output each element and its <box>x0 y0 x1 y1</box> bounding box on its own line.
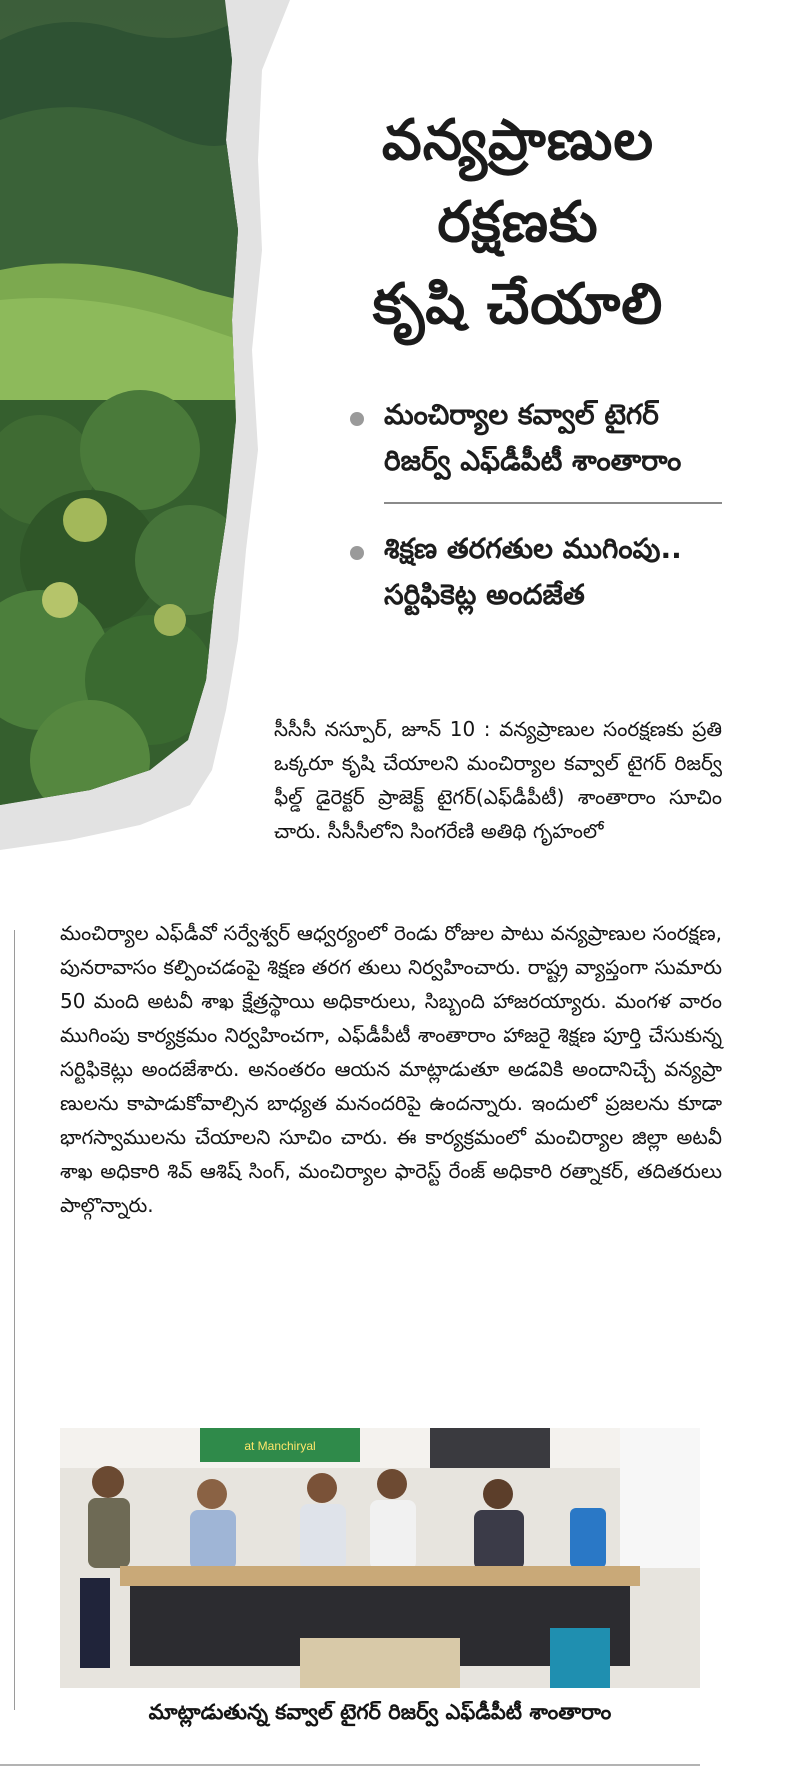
article-body-part-1: సీసీసీ నస్పూర్, జూన్ 10 : వన్యప్రాణుల సంరక్షణకు ప్రతి ఒక్కరూ కృషి చేయాలని మంచిర్యాల కవ్వాల్ టైగర్ రిజర్వ్ ఫీల్డ్ డైరెక్టర్ ప్రాజెక్ట్ టైగర్(ఎఫ్‌డీపీటీ) శాంతారాం సూచిం చారు. సీసీసీలోని సింగరేణి అతిథి గృహంలో <box>274 717 722 843</box>
headline-line-2: రక్షణకు <box>437 190 599 255</box>
bullet-item <box>342 392 722 484</box>
bullet-divider <box>384 502 722 504</box>
column-rule <box>14 930 15 1710</box>
bullet-dot-icon <box>350 546 364 560</box>
banner-text: at Manchiryal <box>244 1439 316 1453</box>
photo-caption: మాట్లాడుతున్న కవ్వాల్ టైగర్ రిజర్వ్ ఎఫ్‌డీపీటీ శాంతారాం <box>148 1700 612 1724</box>
headline <box>318 100 718 346</box>
bullet-item <box>342 526 722 618</box>
event-photo <box>60 1428 700 1688</box>
bullet-text: శిక్షణ తరగతుల ముగింపు.. సర్టిఫికెట్ల అందజేత <box>384 532 682 611</box>
headline-line-3: కృషి చేయాలి <box>372 272 664 337</box>
bottom-divider <box>0 1764 700 1766</box>
subheadline-bullets <box>342 392 722 618</box>
headline-line-1: వన్యప్రాణుల <box>381 108 655 173</box>
bullet-text: మంచిర్యాల కవ్వాల్ టైగర్ రిజర్వ్ ఎఫ్‌డీపీటీ శాంతారాం <box>384 398 682 477</box>
article-body-part-2: మంచిర్యాల ఎఫ్‌డీవో సర్వేశ్వర్ ఆధ్వర్యంలో రెండు రోజుల పాటు వన్యప్రాణుల సంరక్షణ, పునరావాసం కల్పించడంపై శిక్షణ తరగ తులు నిర్వహించారు. రాష్ట్ర వ్యాప్తంగా సుమారు 50 మంది అటవీ శాఖ క్షేత్రస్థాయి అధికారులు, సిబ్బంది హాజరయ్యారు. మంగళ వారం ముగింపు కార్యక్రమం నిర్వహించగా, ఎఫ్‌డీపీటీ శాంతారాం హాజరై శిక్షణ పూర్తి చేసుకున్న సర్టిఫికెట్లు అందజేశారు. అనంతరం ఆయన మాట్లాడుతూ అడవికి అందానిచ్చే వన్యప్రా ణులను కాపాడుకోవాల్సిన బాధ్యత మనందరిపై ఉందన్నారు. ఇందులో ప్రజలను కూడా భాగస్వాములను చేయాలని సూచిం చారు. ఈ కార్యక్రమంలో మంచిర్యాల జిల్లా అటవీ శాఖ అధికారి శివ్ ఆశిష్ సింగ్, మంచిర్యాల ఫారెస్ట్ రేంజ్ అధికారి రత్నాకర్, తదితరులు పాల్గొన్నారు. <box>60 921 722 1217</box>
bullet-dot-icon <box>350 412 364 426</box>
